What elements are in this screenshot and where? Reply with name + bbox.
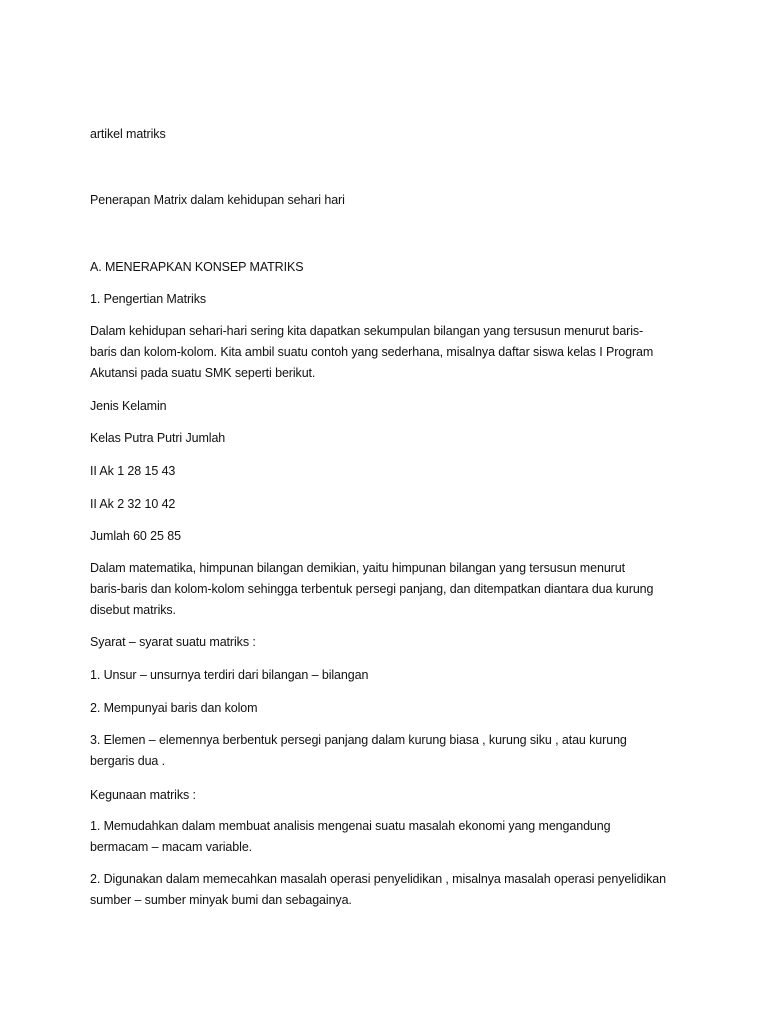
subsection-heading: 1. Pengertian Matriks xyxy=(90,292,207,306)
requirement-item-3-line-1: 3. Elemen – elemennya berbentuk persegi panjang dalam kurung biasa , kurung siku , atau kurung xyxy=(90,733,627,747)
definition-line-2: baris-baris dan kolom-kolom sehingga terbentuk persegi panjang, dan ditempatkan diantara dua kurung xyxy=(90,582,654,596)
use-item-2 xyxy=(90,869,690,911)
definition-line-1: Dalam matematika, himpunan bilangan demikian, yaitu himpunan bilangan yang tersusun menurut xyxy=(90,561,625,575)
intro-paragraph xyxy=(90,321,690,384)
intro-line-3: Akutansi pada suatu SMK seperti berikut. xyxy=(90,366,316,380)
table-header-row: Kelas Putra Putri Jumlah xyxy=(90,431,226,445)
intro-line-2: baris dan kolom-kolom. Kita ambil suatu contoh yang sederhana, misalnya daftar siswa kelas I Program xyxy=(90,345,654,359)
document-title: artikel matriks xyxy=(90,127,166,141)
uses-heading: Kegunaan matriks : xyxy=(90,788,196,802)
use-item-1-line-2: bermacam – macam variable. xyxy=(90,840,253,854)
requirement-item-3-line-2: bergaris dua . xyxy=(90,754,166,768)
definition-paragraph xyxy=(90,558,690,621)
intro-line-1: Dalam kehidupan sehari-hari sering kita dapatkan sekumpulan bilangan yang tersusun menurut baris- xyxy=(90,324,644,338)
table-row-2: II Ak 2 32 10 42 xyxy=(90,497,176,511)
definition-line-3: disebut matriks. xyxy=(90,603,176,617)
use-item-2-line-2: sumber – sumber minyak bumi dan sebagainya. xyxy=(90,893,352,907)
requirement-item-2: 2. Mempunyai baris dan kolom xyxy=(90,701,258,715)
requirement-item-1: 1. Unsur – unsurnya terdiri dari bilangan – bilangan xyxy=(90,668,369,682)
requirements-heading: Syarat – syarat suatu matriks : xyxy=(90,635,256,649)
use-item-1-line-1: 1. Memudahkan dalam membuat analisis mengenai suatu masalah ekonomi yang mengandung xyxy=(90,819,611,833)
table-row-1: II Ak 1 28 15 43 xyxy=(90,464,176,478)
document-subtitle: Penerapan Matrix dalam kehidupan sehari hari xyxy=(90,193,345,207)
table-header-group: Jenis Kelamin xyxy=(90,399,167,413)
use-item-1 xyxy=(90,816,690,858)
requirement-item-3 xyxy=(90,730,690,772)
section-heading: A. MENERAPKAN KONSEP MATRIKS xyxy=(90,260,304,274)
use-item-2-line-1: 2. Digunakan dalam memecahkan masalah operasi penyelidikan , misalnya masalah operasi penyelidikan xyxy=(90,872,666,886)
table-total-row: Jumlah 60 25 85 xyxy=(90,529,181,543)
